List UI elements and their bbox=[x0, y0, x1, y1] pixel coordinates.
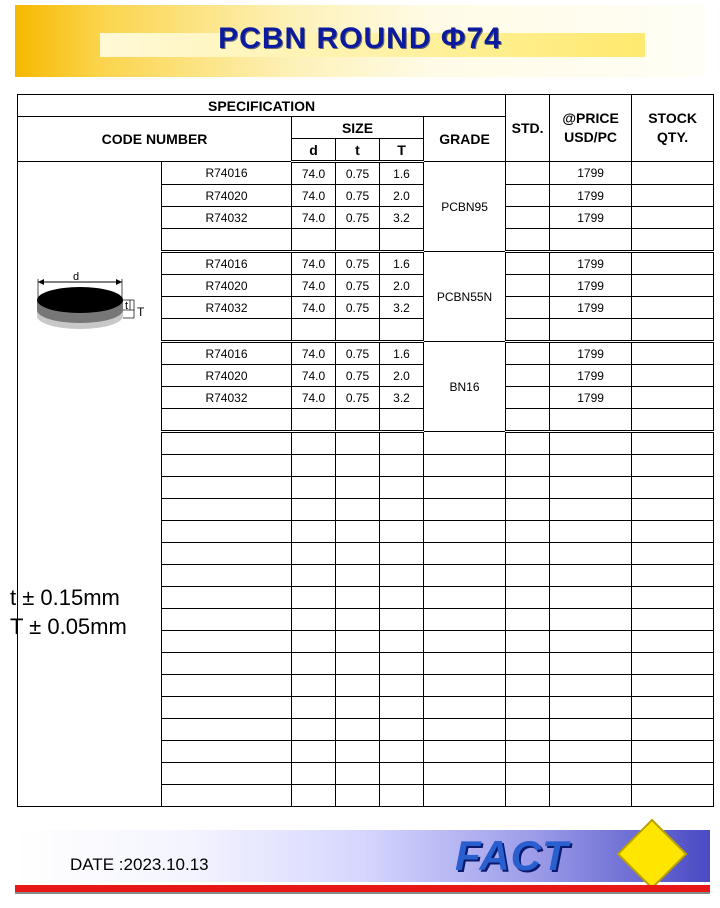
spec-table bbox=[17, 94, 714, 807]
empty-cell bbox=[550, 587, 632, 609]
empty-cell bbox=[336, 432, 380, 455]
empty-cell bbox=[632, 477, 714, 499]
T-cell: 2.0 bbox=[380, 365, 424, 387]
T-cell: 2.0 bbox=[380, 275, 424, 297]
empty-cell bbox=[380, 609, 424, 631]
stock-cell bbox=[632, 297, 714, 319]
empty-cell bbox=[632, 697, 714, 719]
std-cell bbox=[506, 365, 550, 387]
empty-cell bbox=[380, 229, 424, 252]
header-T: T bbox=[380, 139, 424, 162]
empty-cell bbox=[380, 631, 424, 653]
empty-cell bbox=[632, 587, 714, 609]
empty-cell bbox=[550, 455, 632, 477]
empty-cell bbox=[632, 675, 714, 697]
header-price bbox=[550, 95, 632, 162]
header-price-line2: USD/PC bbox=[564, 129, 618, 145]
t-cell: 0.75 bbox=[336, 185, 380, 207]
empty-cell bbox=[632, 319, 714, 342]
header-code-number: CODE NUMBER bbox=[18, 117, 292, 162]
empty-cell bbox=[336, 763, 380, 785]
page-title: PCBN ROUND Φ74 bbox=[218, 22, 502, 55]
header-stock bbox=[632, 95, 714, 162]
empty-cell bbox=[506, 521, 550, 543]
d-cell: 74.0 bbox=[292, 387, 336, 409]
d-cell: 74.0 bbox=[292, 275, 336, 297]
empty-cell bbox=[162, 521, 292, 543]
empty-cell bbox=[424, 477, 506, 499]
d-cell: 74.0 bbox=[292, 297, 336, 319]
empty-cell bbox=[506, 631, 550, 653]
empty-cell bbox=[550, 741, 632, 763]
stock-cell bbox=[632, 275, 714, 297]
empty-cell bbox=[380, 432, 424, 455]
empty-cell bbox=[292, 521, 336, 543]
T-cell: 3.2 bbox=[380, 387, 424, 409]
disc-top-layer bbox=[37, 287, 123, 313]
empty-cell bbox=[632, 719, 714, 741]
t-cell: 0.75 bbox=[336, 297, 380, 319]
code-cell: R74016 bbox=[162, 162, 292, 185]
empty-cell bbox=[632, 409, 714, 432]
empty-cell bbox=[632, 521, 714, 543]
grade-cell: BN16 bbox=[424, 342, 506, 432]
price-cell: 1799 bbox=[550, 365, 632, 387]
empty-cell bbox=[292, 499, 336, 521]
empty-cell bbox=[424, 741, 506, 763]
empty-cell bbox=[550, 409, 632, 432]
T-cell: 3.2 bbox=[380, 297, 424, 319]
empty-cell bbox=[162, 609, 292, 631]
empty-cell bbox=[632, 653, 714, 675]
d-cell: 74.0 bbox=[292, 252, 336, 275]
empty-cell bbox=[506, 409, 550, 432]
T-cell: 2.0 bbox=[380, 185, 424, 207]
empty-cell bbox=[292, 697, 336, 719]
d-cell: 74.0 bbox=[292, 342, 336, 365]
std-cell bbox=[506, 252, 550, 275]
empty-cell bbox=[162, 477, 292, 499]
t-cell: 0.75 bbox=[336, 252, 380, 275]
empty-cell bbox=[380, 521, 424, 543]
empty-cell bbox=[506, 543, 550, 565]
empty-cell bbox=[336, 785, 380, 807]
T-cell: 1.6 bbox=[380, 342, 424, 365]
empty-cell bbox=[336, 653, 380, 675]
empty-cell bbox=[550, 785, 632, 807]
empty-cell bbox=[550, 631, 632, 653]
empty-cell bbox=[550, 675, 632, 697]
empty-cell bbox=[336, 229, 380, 252]
empty-cell bbox=[162, 455, 292, 477]
header-t: t bbox=[336, 139, 380, 162]
empty-cell bbox=[380, 741, 424, 763]
header-stock-line2: QTY. bbox=[657, 129, 689, 145]
grade-cell: PCBN95 bbox=[424, 162, 506, 252]
empty-cell bbox=[292, 543, 336, 565]
empty-cell bbox=[506, 741, 550, 763]
diagram-label-d: d bbox=[72, 271, 80, 283]
std-cell bbox=[506, 275, 550, 297]
stock-cell bbox=[632, 162, 714, 185]
stock-cell bbox=[632, 252, 714, 275]
code-cell: R74032 bbox=[162, 207, 292, 229]
empty-cell bbox=[424, 565, 506, 587]
footer-date bbox=[70, 855, 209, 875]
empty-cell bbox=[632, 432, 714, 455]
table-row bbox=[18, 162, 714, 185]
empty-cell bbox=[632, 499, 714, 521]
empty-cell bbox=[336, 543, 380, 565]
empty-cell bbox=[550, 499, 632, 521]
d-cell: 74.0 bbox=[292, 207, 336, 229]
empty-cell bbox=[550, 609, 632, 631]
empty-cell bbox=[292, 741, 336, 763]
empty-cell bbox=[506, 432, 550, 455]
diagram-label-t: t bbox=[124, 300, 128, 312]
empty-cell bbox=[424, 719, 506, 741]
empty-cell bbox=[632, 741, 714, 763]
empty-cell bbox=[162, 631, 292, 653]
empty-cell bbox=[424, 631, 506, 653]
footer-date-value: 2023.10.13 bbox=[123, 855, 209, 874]
empty-cell bbox=[336, 521, 380, 543]
empty-cell bbox=[380, 319, 424, 342]
empty-cell bbox=[424, 543, 506, 565]
empty-cell bbox=[380, 565, 424, 587]
empty-cell bbox=[424, 785, 506, 807]
header-d: d bbox=[292, 139, 336, 162]
header-grade: GRADE bbox=[424, 117, 506, 162]
empty-cell bbox=[162, 499, 292, 521]
code-cell: R74020 bbox=[162, 275, 292, 297]
empty-cell bbox=[336, 697, 380, 719]
stock-cell bbox=[632, 387, 714, 409]
empty-cell bbox=[380, 409, 424, 432]
empty-cell bbox=[424, 653, 506, 675]
empty-cell bbox=[162, 543, 292, 565]
price-cell: 1799 bbox=[550, 275, 632, 297]
empty-cell bbox=[380, 499, 424, 521]
tolerance-T: T ± 0.05mm bbox=[10, 614, 127, 639]
empty-cell bbox=[292, 477, 336, 499]
empty-cell bbox=[336, 455, 380, 477]
empty-cell bbox=[632, 455, 714, 477]
std-cell bbox=[506, 342, 550, 365]
empty-cell bbox=[336, 499, 380, 521]
price-cell: 1799 bbox=[550, 252, 632, 275]
std-cell bbox=[506, 185, 550, 207]
t-cell: 0.75 bbox=[336, 275, 380, 297]
footer-grey-line bbox=[15, 892, 710, 894]
stock-cell bbox=[632, 342, 714, 365]
d-cell: 74.0 bbox=[292, 162, 336, 185]
empty-cell bbox=[506, 719, 550, 741]
stock-cell bbox=[632, 185, 714, 207]
t-cell: 0.75 bbox=[336, 207, 380, 229]
empty-cell bbox=[292, 675, 336, 697]
empty-cell bbox=[506, 499, 550, 521]
empty-cell bbox=[380, 653, 424, 675]
empty-cell bbox=[292, 587, 336, 609]
empty-cell bbox=[380, 455, 424, 477]
empty-cell bbox=[292, 229, 336, 252]
empty-cell bbox=[550, 432, 632, 455]
empty-cell bbox=[162, 785, 292, 807]
empty-cell bbox=[424, 521, 506, 543]
empty-cell bbox=[292, 319, 336, 342]
empty-cell bbox=[632, 609, 714, 631]
empty-cell bbox=[380, 763, 424, 785]
empty-cell bbox=[550, 543, 632, 565]
empty-cell bbox=[632, 565, 714, 587]
empty-cell bbox=[162, 719, 292, 741]
std-cell bbox=[506, 297, 550, 319]
stock-cell bbox=[632, 365, 714, 387]
tolerance-t: t ± 0.15mm bbox=[10, 585, 120, 610]
empty-cell bbox=[506, 675, 550, 697]
empty-cell bbox=[632, 631, 714, 653]
empty-cell bbox=[632, 229, 714, 252]
empty-cell bbox=[380, 719, 424, 741]
empty-cell bbox=[162, 741, 292, 763]
empty-cell bbox=[336, 675, 380, 697]
empty-cell bbox=[550, 763, 632, 785]
d-cell: 74.0 bbox=[292, 365, 336, 387]
empty-cell bbox=[550, 521, 632, 543]
empty-cell bbox=[424, 432, 506, 455]
std-cell bbox=[506, 162, 550, 185]
empty-cell bbox=[292, 609, 336, 631]
empty-cell bbox=[336, 741, 380, 763]
t-cell: 0.75 bbox=[336, 162, 380, 185]
empty-cell bbox=[162, 763, 292, 785]
empty-cell bbox=[162, 675, 292, 697]
empty-cell bbox=[162, 229, 292, 252]
empty-cell bbox=[424, 455, 506, 477]
T-cell: 1.6 bbox=[380, 162, 424, 185]
empty-cell bbox=[162, 697, 292, 719]
empty-cell bbox=[550, 719, 632, 741]
price-cell: 1799 bbox=[550, 185, 632, 207]
product-image-cell bbox=[18, 162, 162, 807]
empty-cell bbox=[162, 653, 292, 675]
empty-cell bbox=[550, 653, 632, 675]
empty-cell bbox=[336, 719, 380, 741]
empty-cell bbox=[336, 319, 380, 342]
empty-cell bbox=[292, 432, 336, 455]
empty-cell bbox=[336, 609, 380, 631]
empty-cell bbox=[550, 229, 632, 252]
grade-cell: PCBN55N bbox=[424, 252, 506, 342]
empty-cell bbox=[162, 409, 292, 432]
empty-cell bbox=[424, 499, 506, 521]
std-cell bbox=[506, 387, 550, 409]
empty-cell bbox=[550, 565, 632, 587]
empty-cell bbox=[506, 653, 550, 675]
empty-cell bbox=[292, 565, 336, 587]
price-cell: 1799 bbox=[550, 297, 632, 319]
empty-cell bbox=[292, 763, 336, 785]
empty-cell bbox=[292, 631, 336, 653]
empty-cell bbox=[632, 785, 714, 807]
empty-cell bbox=[336, 631, 380, 653]
empty-cell bbox=[380, 587, 424, 609]
code-cell: R74016 bbox=[162, 342, 292, 365]
empty-cell bbox=[162, 432, 292, 455]
empty-cell bbox=[292, 409, 336, 432]
empty-cell bbox=[632, 543, 714, 565]
t-cell: 0.75 bbox=[336, 387, 380, 409]
empty-cell bbox=[424, 675, 506, 697]
T-cell: 3.2 bbox=[380, 207, 424, 229]
T-cell: 1.6 bbox=[380, 252, 424, 275]
empty-cell bbox=[506, 697, 550, 719]
empty-cell bbox=[506, 455, 550, 477]
empty-cell bbox=[424, 587, 506, 609]
code-cell: R74020 bbox=[162, 185, 292, 207]
empty-cell bbox=[336, 409, 380, 432]
empty-cell bbox=[380, 785, 424, 807]
empty-cell bbox=[162, 319, 292, 342]
empty-cell bbox=[336, 587, 380, 609]
empty-cell bbox=[380, 675, 424, 697]
empty-cell bbox=[506, 785, 550, 807]
empty-cell bbox=[506, 319, 550, 342]
empty-cell bbox=[506, 609, 550, 631]
empty-cell bbox=[506, 229, 550, 252]
std-cell bbox=[506, 207, 550, 229]
diagram-label-T: T bbox=[137, 305, 145, 319]
empty-cell bbox=[292, 785, 336, 807]
empty-cell bbox=[424, 763, 506, 785]
empty-cell bbox=[550, 477, 632, 499]
empty-cell bbox=[162, 565, 292, 587]
empty-cell bbox=[424, 697, 506, 719]
empty-cell bbox=[424, 609, 506, 631]
footer-red-line bbox=[15, 885, 710, 892]
empty-cell bbox=[292, 719, 336, 741]
code-cell: R74020 bbox=[162, 365, 292, 387]
header-std: STD. bbox=[506, 95, 550, 162]
t-cell: 0.75 bbox=[336, 365, 380, 387]
code-cell: R74032 bbox=[162, 297, 292, 319]
empty-cell bbox=[292, 455, 336, 477]
empty-cell bbox=[506, 565, 550, 587]
header-stock-line1: STOCK bbox=[648, 110, 697, 126]
empty-cell bbox=[506, 477, 550, 499]
empty-cell bbox=[162, 587, 292, 609]
empty-cell bbox=[336, 565, 380, 587]
code-cell: R74016 bbox=[162, 252, 292, 275]
empty-cell bbox=[380, 543, 424, 565]
stock-cell bbox=[632, 207, 714, 229]
empty-cell bbox=[292, 653, 336, 675]
header-price-line1: @PRICE bbox=[562, 110, 619, 126]
fact-logo: FACT bbox=[455, 832, 569, 879]
empty-cell bbox=[632, 763, 714, 785]
t-cell: 0.75 bbox=[336, 342, 380, 365]
price-cell: 1799 bbox=[550, 162, 632, 185]
empty-cell bbox=[506, 587, 550, 609]
empty-cell bbox=[550, 697, 632, 719]
empty-cell bbox=[380, 697, 424, 719]
disc-diagram bbox=[30, 270, 160, 345]
empty-cell bbox=[550, 319, 632, 342]
code-cell: R74032 bbox=[162, 387, 292, 409]
diamond-logo-icon bbox=[616, 818, 688, 890]
empty-cell bbox=[380, 477, 424, 499]
header-size: SIZE bbox=[292, 117, 424, 139]
empty-cell bbox=[506, 763, 550, 785]
d-cell: 74.0 bbox=[292, 185, 336, 207]
empty-cell bbox=[336, 477, 380, 499]
footer-date-label: DATE : bbox=[70, 855, 124, 874]
price-cell: 1799 bbox=[550, 342, 632, 365]
price-cell: 1799 bbox=[550, 387, 632, 409]
price-cell: 1799 bbox=[550, 207, 632, 229]
header-specification: SPECIFICATION bbox=[18, 95, 506, 117]
